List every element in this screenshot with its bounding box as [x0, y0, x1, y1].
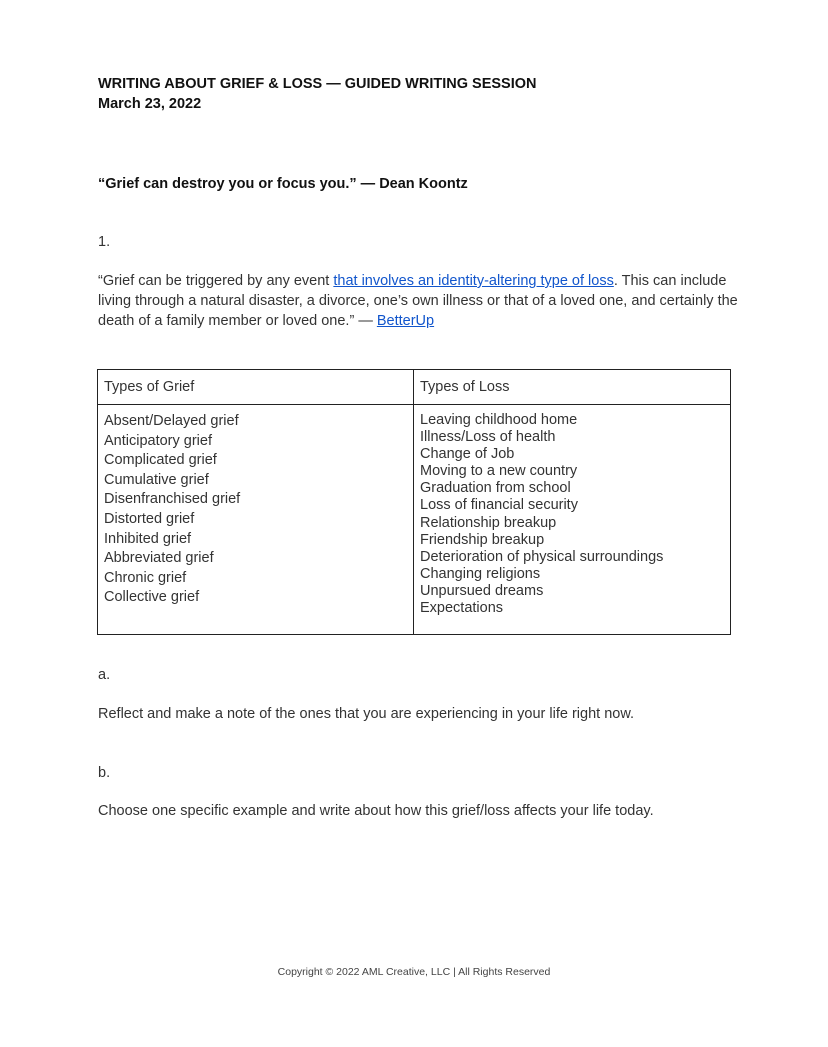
table-row	[98, 405, 731, 635]
table-header-row	[98, 370, 731, 405]
list-item: Loss of financial security	[420, 497, 578, 514]
list-item: Inhibited grief	[104, 530, 192, 547]
list-item: Leaving childhood home	[420, 412, 578, 428]
list-item: Disenfranchised grief	[104, 491, 241, 508]
section-number: 1.	[98, 234, 111, 250]
identity-loss-link[interactable]: that involves an identity-altering type of loss	[333, 273, 614, 289]
list-item: Distorted grief	[104, 510, 195, 527]
list-item: Complicated grief	[104, 452, 217, 469]
list-item: Graduation from school	[420, 480, 571, 497]
grief-types-cell	[98, 405, 414, 635]
list-item: Change of Job	[420, 446, 515, 463]
list-item: Absent/Delayed grief	[104, 413, 239, 429]
prompt-a-text: Reflect and make a note of the ones that you are experiencing in your life right now.	[98, 706, 635, 722]
paragraph-text-start: “Grief can be triggered by any event	[98, 273, 334, 289]
list-item: Anticipatory grief	[104, 432, 212, 449]
copyright-footer: Copyright © 2022 AML Creative, LLC | All Rights Reserved	[277, 966, 551, 978]
list-item: Moving to a new country	[420, 463, 578, 480]
epigraph-quote: “Grief can destroy you or focus you.” — Dean Koontz	[98, 176, 468, 192]
list-item: Illness/Loss of health	[420, 429, 556, 446]
list-item: Collective grief	[104, 589, 200, 606]
document-date: March 23, 2022	[98, 96, 202, 112]
list-item: Unpursued dreams	[420, 582, 544, 599]
loss-types-cell	[414, 405, 731, 635]
list-item: Relationship breakup	[420, 514, 557, 531]
prompt-b-label: b.	[98, 765, 111, 781]
list-item: Expectations	[420, 600, 504, 617]
list-item: Cumulative grief	[104, 471, 209, 488]
betterup-source-link[interactable]: BetterUp	[376, 313, 435, 329]
list-item: Chronic grief	[104, 569, 187, 586]
list-item: Abbreviated grief	[104, 550, 214, 567]
document-title: WRITING ABOUT GRIEF & LOSS — GUIDED WRITING SESSION	[98, 76, 537, 92]
list-item: Changing religions	[420, 565, 541, 582]
intro-paragraph	[98, 271, 738, 331]
grief-loss-table	[97, 369, 731, 635]
list-item: Deterioration of physical surroundings	[420, 548, 664, 565]
prompt-a-label: a.	[98, 667, 111, 683]
paragraph-text-end: . This can include living through a natural disaster, a divorce, one’s own illness or that of a loved one, and certainly the death of a family member or loved one.” —	[98, 273, 738, 329]
loss-types-header: Types of Loss	[414, 370, 731, 405]
prompt-b-text: Choose one specific example and write about how this grief/loss affects your life today.	[98, 803, 654, 819]
list-item: Friendship breakup	[420, 531, 545, 548]
grief-types-header: Types of Grief	[98, 370, 414, 405]
